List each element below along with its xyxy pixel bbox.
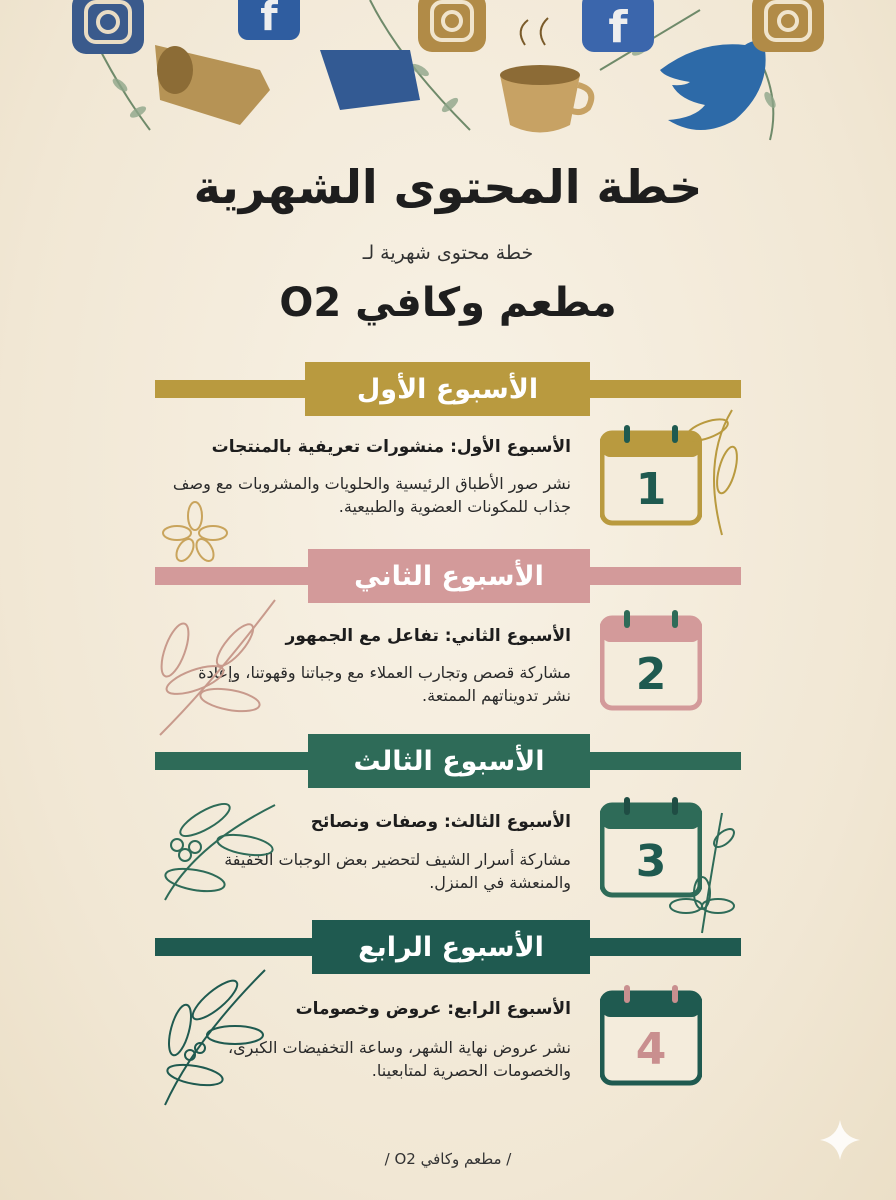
facebook-icon bbox=[238, 0, 300, 40]
week-3-number: 3 bbox=[635, 836, 667, 887]
instagram-icon bbox=[752, 0, 824, 52]
week-4-number: 4 bbox=[635, 1024, 667, 1075]
footer-text: / مطعم وكافي O2 / bbox=[384, 1150, 512, 1168]
week-2-item-title: الأسبوع الثاني: تفاعل مع الجمهور bbox=[285, 626, 571, 646]
week-2-tab: الأسبوع الثاني bbox=[308, 549, 590, 603]
twitter-icon bbox=[660, 41, 766, 130]
week-3-description: مشاركة أسرار الشيف لتحضير بعض الوجبات الخفيفة والمنعشة في المنزل. bbox=[224, 850, 571, 892]
instagram-icon bbox=[72, 0, 144, 54]
instagram-icon bbox=[418, 0, 486, 52]
sparkle-icon bbox=[820, 1120, 860, 1160]
week-1-tab: الأسبوع الأول bbox=[305, 362, 590, 416]
top-decoration bbox=[0, 0, 896, 150]
week-2-description: مشاركة قصص وتجارب العملاء مع وجباتنا وقهوتنا، وإعادة نشر تدويناتهم الممتعة. bbox=[198, 663, 571, 705]
facebook-icon bbox=[582, 0, 654, 53]
week-4-tab: الأسبوع الرابع bbox=[312, 920, 590, 974]
week-3-item-title: الأسبوع الثالث: وصفات ونصائح bbox=[310, 812, 571, 832]
week-3-tab: الأسبوع الثالث bbox=[308, 734, 590, 788]
week-2-number: 2 bbox=[635, 649, 667, 700]
leaf-icon bbox=[155, 960, 275, 1110]
week-1-item-title: الأسبوع الأول: منشورات تعريفية بالمنتجات bbox=[211, 437, 571, 457]
page-subtitle: خطة محتوى شهرية لـ bbox=[362, 242, 534, 264]
page-title: خطة المحتوى الشهرية bbox=[193, 160, 703, 214]
leaf-icon bbox=[155, 590, 285, 740]
leaf-icon bbox=[662, 400, 742, 540]
flower-icon bbox=[662, 808, 742, 938]
flower-icon bbox=[155, 498, 235, 568]
coffee-cup-icon bbox=[500, 18, 591, 133]
week-4-item-title: الأسبوع الرابع: عروض وخصومات bbox=[295, 999, 571, 1019]
brand-name: مطعم وكافي O2 bbox=[279, 280, 617, 326]
svg-text:f: f bbox=[608, 2, 628, 53]
leaf-icon bbox=[155, 775, 285, 905]
week-1-description: نشر صور الأطباق الرئيسية والحلويات والمشروبات مع وصف جذاب للمكونات العضوية والطبيعية. bbox=[172, 474, 571, 516]
week-1-number: 1 bbox=[635, 464, 667, 515]
svg-text:f: f bbox=[260, 0, 278, 40]
week-4-description: نشر عروض نهاية الشهر، وساعة التخفيضات الكبرى، والخصومات الحصرية لمتابعينا. bbox=[227, 1038, 571, 1080]
